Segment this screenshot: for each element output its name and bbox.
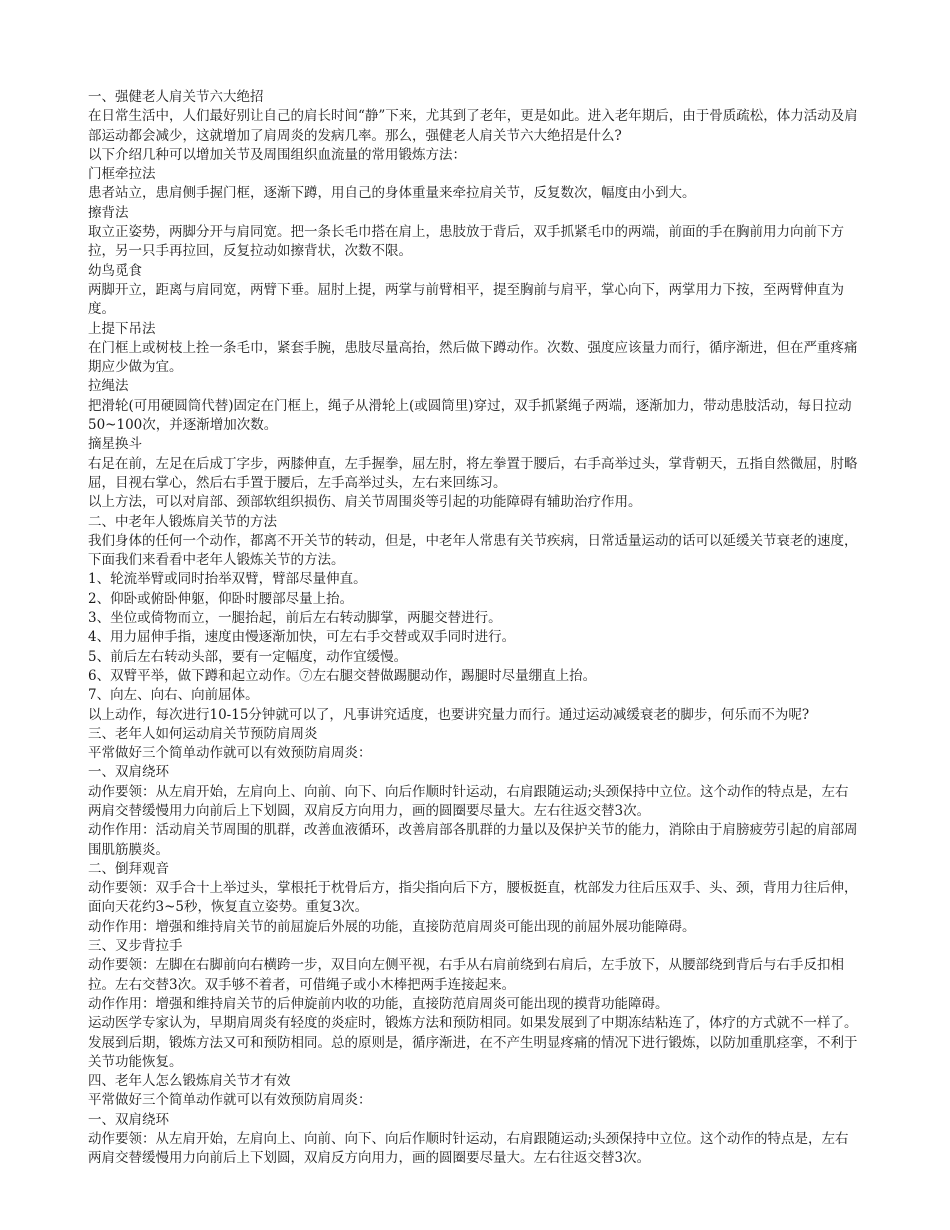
text-line: 1、轮流举臂或同时抬举双臂，臂部尽量伸直。 xyxy=(88,571,367,588)
text-line: 3、坐位或倚物而立，一腿抬起，前后左右转动脚掌，两腿交替进行。 xyxy=(88,610,502,627)
text-line: 把滑轮(可用硬圆筒代替)固定在门框上，绳子从滑轮上(或圆筒里)穿过，双手抓紧绳子两端，逐渐加力，带动患肢活动，每日拉动50~100次，并逐渐增加次数。 xyxy=(88,397,852,434)
text-line: 动作作用：活动肩关节周围的肌群，改善血液循环，改善肩部各肌群的力量以及保护关节的能力，消除由于肩膀疲劳引起的肩部周围肌筋膜炎。 xyxy=(88,822,858,858)
text-line: 三、老年人如何运动肩关节预防肩周炎 xyxy=(88,725,318,742)
text-line: 摘星换斗 xyxy=(88,436,142,453)
text-line: 7、向左、向右、向前屈体。 xyxy=(88,687,259,704)
text-line: 两脚开立，距离与肩同宽，两臂下垂。屈肘上提，两掌与前臂相平，提至胸前与肩平，掌心向下，两掌用力下按，至两臂伸直为度。 xyxy=(88,281,844,318)
text-line: 右足在前，左足在后成丁字步，两膝伸直，左手握拳，屈左肘，将左拳置于腰后，右手高举过头，掌背朝天，五指自然微屈，肘略屈，目视右掌心，然后右手置于腰后，左手高举过头，左右来回练习。 xyxy=(88,455,858,491)
text-line: 患者站立，患肩侧手握门框，逐渐下蹲，用自己的身体重量来牵拉肩关节，反复数次，幅度由小到大。 xyxy=(88,185,696,202)
text-line: 在门框上或树枝上拴一条毛巾，紧套手腕，患肢尽量高抬，然后做下蹲动作。次数、强度应该量力而行，循序渐进，但在严重疼痛期应少做为宜。 xyxy=(88,339,858,376)
text-line: 动作作用：增强和维持肩关节的前屈旋后外展的功能，直接防范肩周炎可能出现的前屈外展功能障碍。 xyxy=(88,918,696,935)
text-line: 平常做好三个简单动作就可以有效预防肩周炎： xyxy=(88,745,372,762)
text-line: 动作要领：从左肩开始，左肩向上、向前、向下、向后作顺时针运动，右肩跟随运动;头颈保持中立位。这个动作的特点是，左右两肩交替缓慢用力向前后上下划圆，双肩反方向用力，画的圆圈要尽量大。左右往返交替3次。 xyxy=(88,1131,849,1167)
text-line: 动作作用：增强和维持肩关节的后伸旋前内收的功能，直接防范肩周炎可能出现的摸背功能障碍。 xyxy=(88,995,669,1012)
text-line: 我们身体的任何一个动作，都离不开关节的转动，但是，中老年人常患有关节疾病，日常适量运动的话可以延缓关节衰老的速度，下面我们来看看中老年人锻炼关节的方法。 xyxy=(88,532,858,569)
text-line: 以上方法，可以对肩部、颈部软组织损伤、肩关节周围炎等引起的功能障碍有辅助治疗作用。 xyxy=(88,494,642,511)
text-line: 动作要领：从左肩开始，左肩向上、向前、向下、向后作顺时针运动，右肩跟随运动;头颈保持中立位。这个动作的特点是，左右两肩交替缓慢用力向前后上下划圆，双肩反方向用力，画的圆圈要尽量大。左右往返交替3次。 xyxy=(88,783,849,819)
text-line: 6、双臂平举，做下蹲和起立动作。⑦左右腿交替做踢腿动作，踢腿时尽量绷直上抬。 xyxy=(88,667,597,684)
text-line: 动作要领：左脚在右脚前向右横跨一步，双目向左侧平视，右手从右肩前绕到右肩后，左手放下，从腰部绕到背后与右手反扣相拉。左右交替3次。双手够不着者，可借绳子或小木棒把两手连接起来。 xyxy=(88,957,844,993)
text-line: 幼鸟觅食 xyxy=(88,262,142,279)
text-line: 2、仰卧或俯卧伸躯，仰卧时腰部尽量上抬。 xyxy=(88,590,354,607)
text-line: 一、双肩绕环 xyxy=(88,764,169,781)
text-line: 一、双肩绕环 xyxy=(88,1111,169,1128)
text-line: 上提下吊法 xyxy=(88,320,156,337)
text-line: 四、老年人怎么锻炼肩关节才有效 xyxy=(88,1073,291,1090)
text-line: 平常做好三个简单动作就可以有效预防肩周炎： xyxy=(88,1092,372,1109)
text-line: 以下介绍几种可以增加关节及周围组织血流量的常用锻炼方法： xyxy=(88,146,466,163)
text-line: 门框牵拉法 xyxy=(88,166,156,183)
text-line: 运动医学专家认为，早期肩周炎有轻度的炎症时，锻炼方法和预防相同。如果发展到了中期冻结粘连了，体疗的方式就不一样了。发展到后期，锻炼方法又可和预防相同。总的原则是，循序渐进，在不产生明显疼痛的情况下进行锻炼，以防加重肌痉挛，不利于关节功能恢复。 xyxy=(88,1015,858,1070)
text-line: 二、倒拜观音 xyxy=(88,860,169,877)
text-line: 动作要领：双手合十上举过头，掌根托于枕骨后方，指尖指向后下方，腰板挺直，枕部发力往后压双手、头、颈，背用力往后伸，面向天花约3~5秒，恢复直立姿势。重复3次。 xyxy=(88,880,858,916)
text-line: 三、叉步背拉手 xyxy=(88,938,183,955)
text-line: 以上动作，每次进行10-15分钟就可以了，凡事讲究适度，也要讲究量力而行。通过运动减缓衰老的脚步，何乐而不为呢? xyxy=(88,706,810,723)
text-line: 擦背法 xyxy=(88,204,129,221)
text-line: 拉绳法 xyxy=(88,378,129,395)
text-line: 一、强健老人肩关节六大绝招 xyxy=(88,89,264,105)
text-line: 取立正姿势，两脚分开与肩同宽。把一条长毛巾搭在肩上，患肢放于背后，双手抓紧毛巾的两端，前面的手在胸前用力向前下方拉，另一只手再拉回，反复拉动如擦背状，次数不限。 xyxy=(88,224,844,260)
text-line: 二、中老年人锻炼肩关节的方法 xyxy=(88,513,277,530)
text-line: 4、用力屈伸手指，速度由慢逐渐加快，可左右手交替或双手同时进行。 xyxy=(88,629,516,646)
text-line: 5、前后左右转动头部，要有一定幅度，动作宜缓慢。 xyxy=(88,648,408,665)
text-line: 在日常生活中，人们最好别让自己的肩长时间“静”下来，尤其到了老年，更是如此。进入老年期后，由于骨质疏松，体力活动及肩部运动都会减少，这就增加了肩周炎的发病几率。那么，强健老人肩关节六大绝招是什么? xyxy=(88,108,858,144)
